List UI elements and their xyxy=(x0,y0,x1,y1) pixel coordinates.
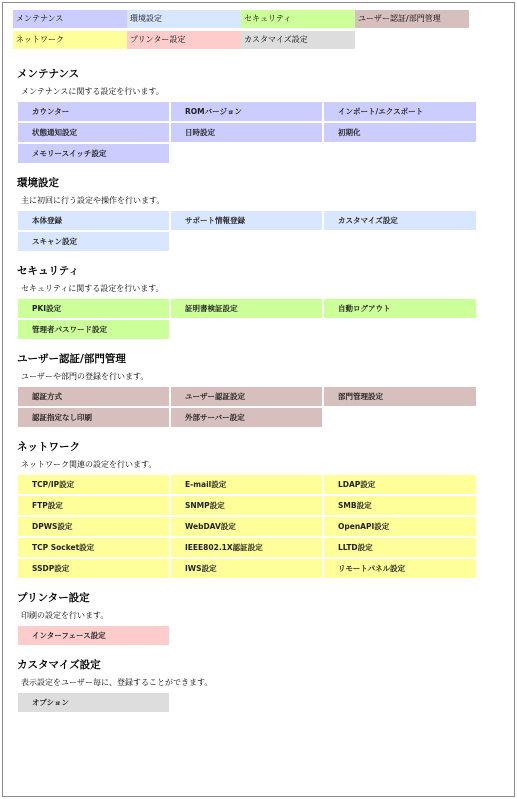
section-environment xyxy=(17,175,477,251)
section-title: 環境設定 xyxy=(17,177,59,189)
interface-settings-button[interactable]: インターフェース設定 xyxy=(18,626,169,645)
import-export-button[interactable]: インポート/エクスポート xyxy=(324,102,476,121)
user-auth-settings-button[interactable]: ユーザー認証設定 xyxy=(171,387,322,406)
section-user-auth xyxy=(17,351,477,427)
date-time-button[interactable]: 日時設定 xyxy=(171,123,322,142)
tcpip-settings-button[interactable]: TCP/IP設定 xyxy=(18,475,169,494)
nav-tab-network[interactable]: ネットワーク xyxy=(13,31,127,49)
button-grid xyxy=(17,693,477,712)
section-description: ネットワーク関連の設定を行います。 xyxy=(21,460,157,469)
lltd-settings-button[interactable]: LLTD設定 xyxy=(324,538,476,557)
ssdp-settings-button[interactable]: SSDP設定 xyxy=(18,559,169,578)
certificate-verification-button[interactable]: 証明書検証設定 xyxy=(171,299,322,318)
button-grid xyxy=(17,299,477,339)
button-grid xyxy=(17,211,477,251)
option-button[interactable]: オプション xyxy=(18,693,169,712)
nav-tab-security[interactable]: セキュリティ xyxy=(241,10,355,28)
section-maintenance xyxy=(17,66,477,163)
section-network xyxy=(17,439,477,578)
section-description: セキュリティに関する設定を行います。 xyxy=(21,284,164,293)
external-server-button[interactable]: 外部サーバー設定 xyxy=(171,408,322,427)
nav-tab-environment[interactable]: 環境設定 xyxy=(127,10,241,28)
rom-version-button[interactable]: ROMバージョン xyxy=(171,102,322,121)
nav-tab-customize[interactable]: カスタマイズ設定 xyxy=(241,31,355,49)
auth-method-button[interactable]: 認証方式 xyxy=(18,387,169,406)
top-navigation xyxy=(13,10,469,52)
section-description: メンテナンスに関する設定を行います。 xyxy=(21,87,164,96)
section-title: メンテナンス xyxy=(17,68,80,80)
nav-row-2 xyxy=(13,31,469,49)
initialize-button[interactable]: 初期化 xyxy=(324,123,476,142)
settings-sections xyxy=(17,66,477,724)
section-description: ユーザーや部門の登録を行います。 xyxy=(21,372,149,381)
section-title: プリンター設定 xyxy=(17,592,90,604)
remote-panel-settings-button[interactable]: リモートパネル設定 xyxy=(324,559,476,578)
section-description: 主に初回に行う設定や操作を行います。 xyxy=(21,196,165,205)
device-registration-button[interactable]: 本体登録 xyxy=(18,211,169,230)
section-description: 表示設定をユーザー毎に、登録することができます。 xyxy=(21,678,213,687)
auto-logout-button[interactable]: 自動ログアウト xyxy=(324,299,476,318)
customize-settings-button[interactable]: カスタマイズ設定 xyxy=(324,211,476,230)
page-frame xyxy=(2,2,515,797)
section-description: 印刷の設定を行います。 xyxy=(21,611,109,620)
tcp-socket-settings-button[interactable]: TCP Socket設定 xyxy=(18,538,169,557)
button-grid xyxy=(17,387,477,427)
support-info-button[interactable]: サポート情報登録 xyxy=(171,211,322,230)
ldap-settings-button[interactable]: LDAP設定 xyxy=(324,475,476,494)
openapi-settings-button[interactable]: OpenAPI設定 xyxy=(324,517,476,536)
snmp-settings-button[interactable]: SNMP設定 xyxy=(171,496,322,515)
email-settings-button[interactable]: E-mail設定 xyxy=(171,475,322,494)
nav-tab-maintenance[interactable]: メンテナンス xyxy=(13,10,127,28)
section-printer xyxy=(17,590,477,645)
section-security xyxy=(17,263,477,339)
smb-settings-button[interactable]: SMB設定 xyxy=(324,496,476,515)
admin-password-button[interactable]: 管理者パスワード設定 xyxy=(18,320,169,339)
webdav-settings-button[interactable]: WebDAV設定 xyxy=(171,517,322,536)
nav-row-1 xyxy=(13,10,469,28)
iws-settings-button[interactable]: IWS設定 xyxy=(171,559,322,578)
section-title: ネットワーク xyxy=(17,441,80,453)
scan-settings-button[interactable]: スキャン設定 xyxy=(18,232,169,251)
status-notification-button[interactable]: 状態通知設定 xyxy=(18,123,169,142)
button-grid xyxy=(17,626,477,645)
counter-button[interactable]: カウンター xyxy=(18,102,169,121)
memory-switch-button[interactable]: メモリースイッチ設定 xyxy=(18,144,169,163)
section-title: セキュリティ xyxy=(17,265,79,277)
nav-tab-user-auth[interactable]: ユーザー認証/部門管理 xyxy=(355,10,469,28)
dpws-settings-button[interactable]: DPWS設定 xyxy=(18,517,169,536)
pki-settings-button[interactable]: PKI設定 xyxy=(18,299,169,318)
print-without-auth-button[interactable]: 認証指定なし印刷 xyxy=(18,408,169,427)
ftp-settings-button[interactable]: FTP設定 xyxy=(18,496,169,515)
section-title: ユーザー認証/部門管理 xyxy=(17,353,126,365)
section-title: カスタマイズ設定 xyxy=(17,659,101,671)
ieee8021x-settings-button[interactable]: IEEE802.1X認証設定 xyxy=(171,538,322,557)
section-customize xyxy=(17,657,477,712)
button-grid xyxy=(17,475,477,578)
button-grid xyxy=(17,102,477,163)
nav-tab-printer[interactable]: プリンター設定 xyxy=(127,31,241,49)
department-management-button[interactable]: 部門管理設定 xyxy=(324,387,476,406)
